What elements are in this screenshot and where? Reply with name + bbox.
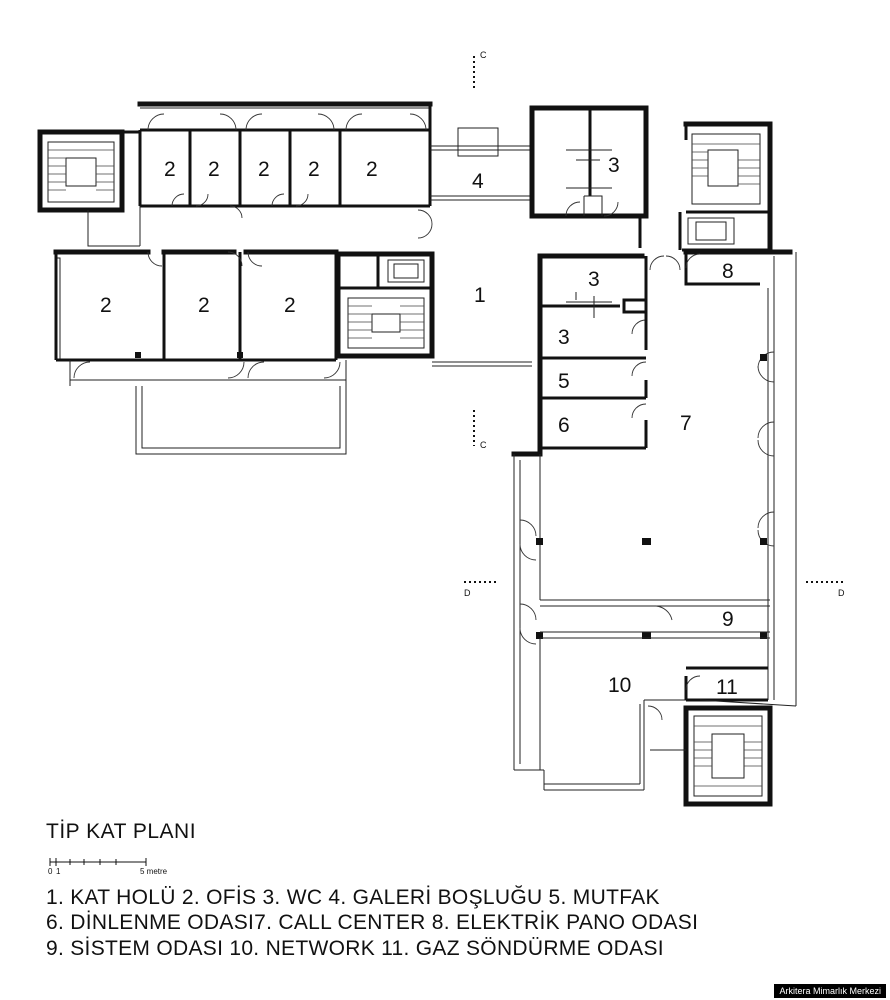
legend-line-1: 1. KAT HOLÜ 2. OFİS 3. WC 4. GALERİ BOŞLUĞU 5. MUTFAK	[46, 886, 660, 909]
wc-block-top	[532, 108, 646, 216]
room-label: 8	[722, 260, 734, 283]
room-label: 3	[558, 326, 570, 349]
room-label: 2	[198, 294, 210, 317]
room-label: 10	[608, 674, 632, 697]
room-label: 2	[366, 158, 378, 181]
stair-bottom-right	[650, 708, 770, 804]
room-gas	[686, 668, 796, 706]
office-row-top	[140, 104, 430, 218]
central-hall	[418, 128, 532, 366]
scale-label-five: 5 metre	[140, 867, 168, 876]
stair-top-right	[640, 124, 770, 270]
room-label: 2	[208, 158, 220, 181]
svg-text:D: D	[464, 588, 471, 598]
room-system	[540, 600, 770, 638]
room-label: 2	[164, 158, 176, 181]
scale-bar	[46, 856, 186, 878]
room-label: 2	[284, 294, 296, 317]
credit-watermark: Arkitera Mimarlık Merkezi	[774, 984, 886, 998]
plan-title: TİP KAT PLANI	[46, 820, 197, 843]
room-label: 7	[680, 412, 692, 435]
room-label: 2	[100, 294, 112, 317]
svg-text:D: D	[838, 588, 845, 598]
legend-line-3: 9. SİSTEM ODASI 10. NETWORK 11. GAZ SÖNDÜRME ODASI	[46, 937, 664, 960]
room-label: 11	[716, 676, 738, 699]
scale-label-zero: 0	[48, 867, 53, 876]
room-label: 9	[722, 608, 734, 631]
room-label: 6	[558, 414, 570, 437]
room-label: 5	[558, 370, 570, 393]
wc-block-middle	[540, 256, 646, 454]
section-marks	[464, 50, 846, 598]
room-label: 1	[474, 284, 486, 307]
office-row-middle	[56, 252, 346, 386]
svg-text:C: C	[480, 440, 487, 450]
room-network	[540, 638, 686, 790]
legend-line-2: 6. DİNLENME ODASI7. CALL CENTER 8. ELEKTRİK PANO ODASI	[46, 911, 699, 934]
scale-label-one: 1	[56, 867, 61, 876]
room-label: 2	[308, 158, 320, 181]
core-middle	[338, 254, 432, 356]
terrace-outline	[136, 386, 346, 454]
stair-top-left	[40, 132, 140, 210]
svg-text:C: C	[480, 50, 487, 60]
room-label: 3	[588, 268, 600, 291]
room-label: 2	[258, 158, 270, 181]
room-label: 3	[608, 154, 620, 177]
room-label: 4	[472, 170, 484, 193]
